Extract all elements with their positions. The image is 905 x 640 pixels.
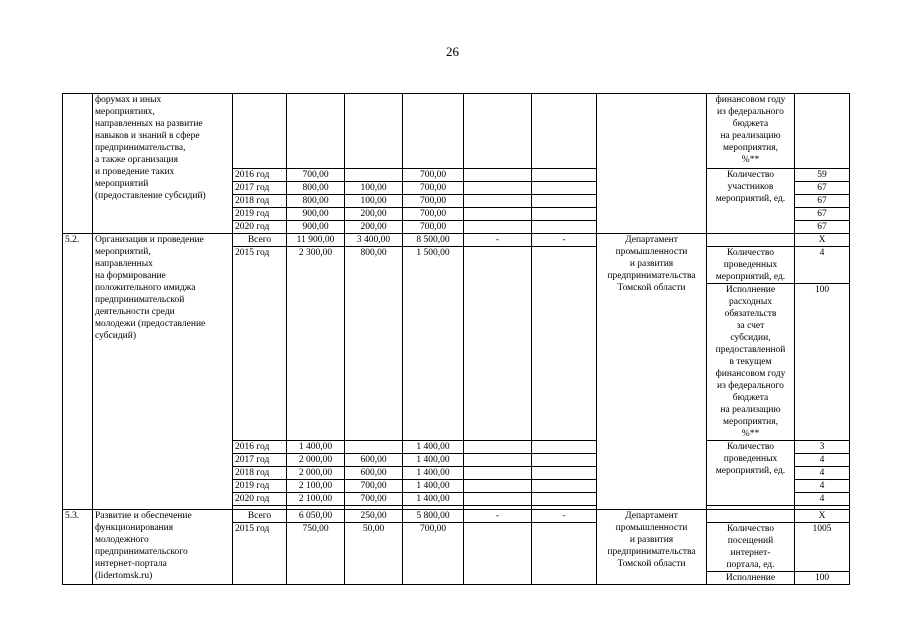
amount-total: 2 300,00 — [287, 247, 345, 441]
amount-other — [532, 523, 597, 585]
year-cell: 2019 год — [233, 480, 287, 493]
indicator-value: 67 — [795, 195, 850, 208]
amount-federal: 600,00 — [345, 454, 403, 467]
indicator-value: 4 — [795, 493, 850, 506]
amount-regional: 1 400,00 — [403, 493, 464, 506]
amount-local — [464, 493, 532, 506]
indicator-value: Х — [795, 510, 850, 523]
amount-regional: 700,00 — [403, 169, 464, 182]
amount-local — [464, 467, 532, 480]
year-cell: 2015 год — [233, 523, 287, 585]
table-row — [63, 234, 850, 247]
amount-total: 2 000,00 — [287, 467, 345, 480]
amount-federal: 600,00 — [345, 467, 403, 480]
table-row — [63, 94, 850, 169]
amount-regional: 1 400,00 — [403, 441, 464, 454]
amount-other — [532, 182, 597, 195]
amount-federal: 700,00 — [345, 480, 403, 493]
amount-total: 11 900,00 — [287, 234, 345, 247]
item-number: 5.2. — [63, 234, 93, 510]
amount-local — [464, 441, 532, 454]
year-cell: 2017 год — [233, 454, 287, 467]
amount-total: 2 100,00 — [287, 493, 345, 506]
indicator-value: 100 — [795, 284, 850, 441]
amount-regional: 700,00 — [403, 182, 464, 195]
year-cell: 2017 год — [233, 182, 287, 195]
amount-other — [532, 467, 597, 480]
amount-federal — [345, 169, 403, 182]
amount-local — [464, 195, 532, 208]
amount-other — [532, 454, 597, 467]
amount-other: - — [532, 234, 597, 247]
amount-other — [532, 208, 597, 221]
indicator-cell: финансовом году из федерального бюджета на реализацию мероприятия, %** — [707, 94, 795, 169]
indicator-value: Х — [795, 234, 850, 247]
amount-other — [532, 441, 597, 454]
year-cell: Всего — [233, 234, 287, 247]
amount-regional: 1 400,00 — [403, 480, 464, 493]
indicator-value: 59 — [795, 169, 850, 182]
amount-regional: 5 800,00 — [403, 510, 464, 523]
amount-other — [532, 247, 597, 441]
amount-total: 700,00 — [287, 169, 345, 182]
amount-local — [464, 247, 532, 441]
indicator-value: 67 — [795, 221, 850, 234]
indicator-cell: Количество участников мероприятий, ед. — [707, 169, 795, 234]
year-cell: 2016 год — [233, 441, 287, 454]
amount-local: - — [464, 510, 532, 523]
amount-other — [532, 480, 597, 493]
responsible-cell — [597, 94, 707, 234]
indicator-value: 4 — [795, 454, 850, 467]
indicator-cell — [707, 234, 795, 247]
year-cell: 2018 год — [233, 195, 287, 208]
item-number: 5.3. — [63, 510, 93, 585]
indicator-cell: Количество проведенных мероприятий, ед. — [707, 441, 795, 506]
amount-other — [532, 195, 597, 208]
amount-federal: 800,00 — [345, 247, 403, 441]
year-cell: Всего — [233, 510, 287, 523]
year-cell: 2019 год — [233, 208, 287, 221]
amount-total: 800,00 — [287, 182, 345, 195]
amount-other: - — [532, 510, 597, 523]
amount-regional: 700,00 — [403, 195, 464, 208]
amount-other — [532, 221, 597, 234]
amount-total: 800,00 — [287, 195, 345, 208]
amount-federal: 50,00 — [345, 523, 403, 585]
amount-federal: 100,00 — [345, 182, 403, 195]
indicator-value: 4 — [795, 467, 850, 480]
indicator-value: 67 — [795, 208, 850, 221]
amount-total: 1 400,00 — [287, 441, 345, 454]
table-row — [63, 510, 850, 523]
amount-local — [464, 182, 532, 195]
amount-total: 900,00 — [287, 221, 345, 234]
item-name: Организация и проведение мероприятий, направленных на формирование положительного имиджа предпринимательской деятельности среди молодежи (предоставление субсидий) — [93, 234, 233, 510]
indicator-value: 1005 — [795, 523, 850, 572]
amount-local — [464, 208, 532, 221]
amount-total: 6 050,00 — [287, 510, 345, 523]
amount-local — [464, 523, 532, 585]
amount-regional: 700,00 — [403, 523, 464, 585]
year-cell: 2020 год — [233, 493, 287, 506]
year-cell: 2020 год — [233, 221, 287, 234]
page-number: 26 — [446, 44, 459, 59]
amount-total: 750,00 — [287, 523, 345, 585]
year-cell — [233, 94, 287, 169]
amount-local — [464, 221, 532, 234]
indicator-value: 67 — [795, 182, 850, 195]
item-number-cell — [63, 94, 93, 234]
amount-other — [532, 94, 597, 169]
amount-other — [532, 493, 597, 506]
indicator-cell: Исполнение расходных обязательств за счет субсидии, предоставленной в текущем финансовом году из федерального бюджета на реализацию мероприятия, %** — [707, 284, 795, 441]
amount-federal: 200,00 — [345, 221, 403, 234]
amount-regional: 1 400,00 — [403, 467, 464, 480]
amount-federal: 3 400,00 — [345, 234, 403, 247]
amount-regional: 700,00 — [403, 221, 464, 234]
year-cell: 2016 год — [233, 169, 287, 182]
amount-local: - — [464, 234, 532, 247]
amount-regional — [403, 94, 464, 169]
amount-federal — [345, 441, 403, 454]
responsible-department: Департамент промышленности и развития предпринимательства Томской области — [597, 510, 707, 585]
amount-total: 2 100,00 — [287, 480, 345, 493]
amount-federal: 250,00 — [345, 510, 403, 523]
item-name: Развитие и обеспечение функционирования молодежного предпринимательского интернет-портала (lidertomsk.ru) — [93, 510, 233, 585]
carry-over-name: форумах и иных мероприятиях, направленных на развитие навыков и знаний в сфере предпринимательства, а также организация и проведение таких мероприятий (предоставление субсидий) — [93, 94, 233, 234]
amount-local — [464, 94, 532, 169]
indicator-value: 4 — [795, 480, 850, 493]
indicator-value — [795, 94, 850, 169]
amount-total: 900,00 — [287, 208, 345, 221]
indicator-cell: Исполнение — [707, 572, 795, 585]
amount-local — [464, 169, 532, 182]
amount-regional: 1 400,00 — [403, 454, 464, 467]
indicator-cell — [707, 510, 795, 523]
amount-federal: 200,00 — [345, 208, 403, 221]
amount-federal: 100,00 — [345, 195, 403, 208]
amount-other — [532, 169, 597, 182]
responsible-department: Департамент промышленности и развития предпринимательства Томской области — [597, 234, 707, 510]
amount-local — [464, 480, 532, 493]
indicator-cell: Количество проведенных мероприятий, ед. — [707, 247, 795, 284]
indicator-value: 4 — [795, 247, 850, 284]
amount-federal: 700,00 — [345, 493, 403, 506]
amount-federal — [345, 94, 403, 169]
amount-total — [287, 94, 345, 169]
amount-total: 2 000,00 — [287, 454, 345, 467]
budget-table — [62, 93, 850, 585]
amount-regional: 700,00 — [403, 208, 464, 221]
amount-local — [464, 454, 532, 467]
year-cell: 2018 год — [233, 467, 287, 480]
amount-regional: 1 500,00 — [403, 247, 464, 441]
indicator-cell: Количество посещений интернет- портала, ед. — [707, 523, 795, 572]
indicator-value: 3 — [795, 441, 850, 454]
amount-regional: 8 500,00 — [403, 234, 464, 247]
year-cell: 2015 год — [233, 247, 287, 441]
indicator-value: 100 — [795, 572, 850, 585]
